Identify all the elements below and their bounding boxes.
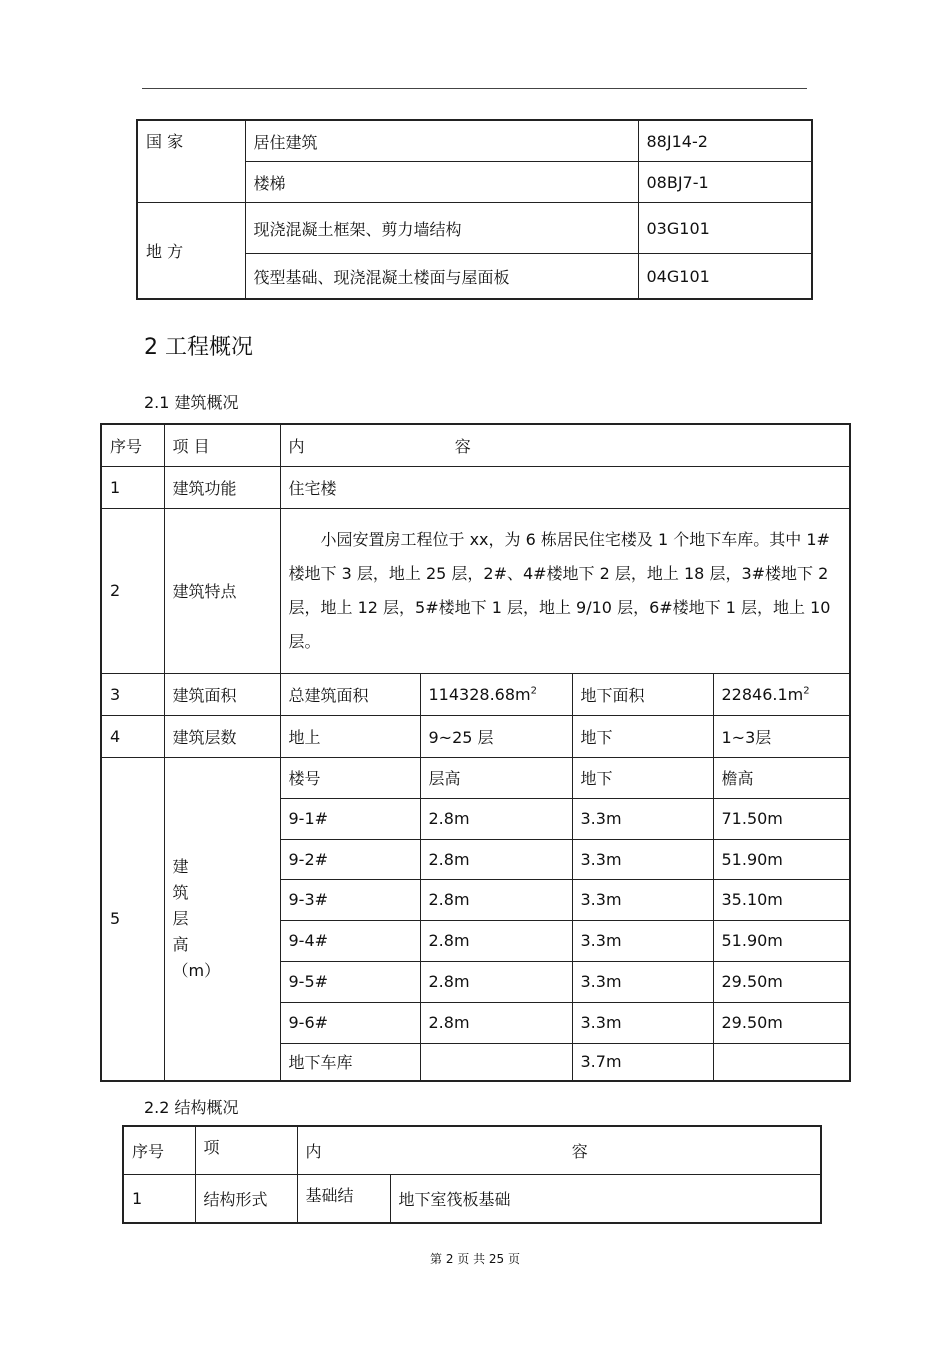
col-header-no: 序号 bbox=[123, 1126, 195, 1175]
content-char-b: 容 bbox=[571, 1142, 588, 1161]
structure-overview-table bbox=[122, 1125, 822, 1224]
cell bbox=[420, 1043, 572, 1081]
table-row bbox=[137, 203, 812, 254]
unit-superscript: 2 bbox=[530, 685, 537, 697]
cell: 29.50m bbox=[713, 961, 850, 1002]
item-char: 建 bbox=[172, 856, 189, 876]
row-no: 2 bbox=[101, 508, 164, 673]
standard-code: 88J14-2 bbox=[638, 120, 812, 162]
row-no: 5 bbox=[101, 757, 164, 1081]
cell: 51.90m bbox=[713, 920, 850, 961]
floors-value-above: 9~25 层 bbox=[420, 715, 572, 757]
standard-name: 现浇混凝土框架、剪力墙结构 bbox=[245, 203, 638, 254]
cell: 9-6# bbox=[280, 1002, 420, 1043]
col-header-item: 项 目 bbox=[164, 424, 280, 466]
cell: 2.8m bbox=[420, 839, 572, 879]
cell: 2.8m bbox=[420, 798, 572, 839]
table-header-row bbox=[123, 1126, 821, 1175]
cell bbox=[713, 1043, 850, 1081]
area-value-underground-text: 22846.1m bbox=[721, 684, 804, 704]
item-char: 筑 bbox=[172, 882, 189, 902]
section-2-heading: 2 工程概况 bbox=[144, 335, 253, 360]
cell: 3.3m bbox=[572, 798, 713, 839]
sub-header-building: 楼号 bbox=[280, 757, 420, 798]
row-sub-item: 基础结 bbox=[297, 1175, 390, 1224]
cell: 71.50m bbox=[713, 798, 850, 839]
header-rule bbox=[142, 88, 807, 89]
row-value: 小园安置房工程位于 xx，为 6 栋居民住宅楼及 1 个地下车库。其中 1#楼地下 3 层，地上 25 层，2#、4#楼地下 2 层，地上 18 层，3#楼地下 2层，地上 12 层，5#楼地下 1 层，地上 9/10 层，6#楼地下 1 层，地上 10 层。 bbox=[280, 508, 850, 673]
col-header-item: 项 bbox=[195, 1126, 297, 1175]
cell: 地下车库 bbox=[280, 1043, 420, 1081]
cell: 2.8m bbox=[420, 879, 572, 920]
section-2-1-heading: 2.1 建筑概况 bbox=[144, 393, 239, 412]
cell: 9-2# bbox=[280, 839, 420, 879]
row-item-vertical bbox=[164, 757, 280, 1081]
row-value: 地下室筏板基础 bbox=[390, 1175, 821, 1224]
row-item: 建筑功能 bbox=[164, 466, 280, 508]
cell: 51.90m bbox=[713, 839, 850, 879]
item-char: （m） bbox=[172, 960, 221, 980]
area-label-total: 总建筑面积 bbox=[280, 673, 420, 715]
standard-name: 筏型基础、现浇混凝土楼面与屋面板 bbox=[245, 254, 638, 300]
section-2-2-heading: 2.2 结构概况 bbox=[144, 1098, 239, 1117]
table-row bbox=[101, 757, 850, 798]
cell: 3.3m bbox=[572, 920, 713, 961]
floors-label-below: 地下 bbox=[572, 715, 713, 757]
sub-header-underground: 地下 bbox=[572, 757, 713, 798]
row-item: 结构形式 bbox=[195, 1175, 297, 1224]
group-label-local: 地 方 bbox=[137, 203, 245, 300]
area-value-total-text: 114328.68m bbox=[428, 684, 531, 704]
cell: 3.3m bbox=[572, 839, 713, 879]
cell: 3.3m bbox=[572, 961, 713, 1002]
content-char-b: 容 bbox=[454, 436, 471, 456]
table-row bbox=[101, 673, 850, 715]
row-no: 1 bbox=[101, 466, 164, 508]
cell: 2.8m bbox=[420, 1002, 572, 1043]
cell: 3.3m bbox=[572, 879, 713, 920]
group-label-national: 国 家 bbox=[137, 120, 245, 203]
page-footer: 第 2 页 共 25 页 bbox=[430, 1252, 520, 1266]
item-char: 层 bbox=[172, 908, 189, 928]
area-value-underground bbox=[713, 673, 850, 715]
content-char-a: 内 bbox=[305, 1142, 322, 1161]
table-row bbox=[101, 715, 850, 757]
row-no: 4 bbox=[101, 715, 164, 757]
col-header-content bbox=[297, 1126, 821, 1175]
floors-value-below: 1~3层 bbox=[713, 715, 850, 757]
row-item: 建筑特点 bbox=[164, 508, 280, 673]
cell: 2.8m bbox=[420, 920, 572, 961]
cell: 9-5# bbox=[280, 961, 420, 1002]
unit-superscript: 2 bbox=[803, 685, 810, 697]
table-row bbox=[101, 508, 850, 673]
cell: 3.7m bbox=[572, 1043, 713, 1081]
table-row bbox=[101, 466, 850, 508]
standards-table bbox=[136, 119, 813, 300]
standard-code: 04G101 bbox=[638, 254, 812, 300]
row-item: 建筑层数 bbox=[164, 715, 280, 757]
cell: 9-4# bbox=[280, 920, 420, 961]
sub-header-floor-height: 层高 bbox=[420, 757, 572, 798]
cell: 35.10m bbox=[713, 879, 850, 920]
item-char: 高 bbox=[172, 934, 189, 954]
row-no: 3 bbox=[101, 673, 164, 715]
cell: 3.3m bbox=[572, 1002, 713, 1043]
area-label-underground: 地下面积 bbox=[572, 673, 713, 715]
standard-name: 居住建筑 bbox=[245, 120, 638, 162]
cell: 29.50m bbox=[713, 1002, 850, 1043]
table-row bbox=[123, 1175, 821, 1224]
col-header-content bbox=[280, 424, 850, 466]
floors-label-above: 地上 bbox=[280, 715, 420, 757]
row-value: 住宅楼 bbox=[280, 466, 850, 508]
cell: 9-1# bbox=[280, 798, 420, 839]
standard-code: 08BJ7-1 bbox=[638, 162, 812, 203]
content-char-a: 内 bbox=[288, 436, 305, 456]
standard-code: 03G101 bbox=[638, 203, 812, 254]
standard-name: 楼梯 bbox=[245, 162, 638, 203]
table-row bbox=[137, 120, 812, 162]
cell: 2.8m bbox=[420, 961, 572, 1002]
row-no: 1 bbox=[123, 1175, 195, 1224]
sub-header-eave-height: 檐高 bbox=[713, 757, 850, 798]
area-value-total bbox=[420, 673, 572, 715]
col-header-no: 序号 bbox=[101, 424, 164, 466]
building-overview-table bbox=[100, 423, 851, 1082]
table-header-row bbox=[101, 424, 850, 466]
cell: 9-3# bbox=[280, 879, 420, 920]
row-item: 建筑面积 bbox=[164, 673, 280, 715]
